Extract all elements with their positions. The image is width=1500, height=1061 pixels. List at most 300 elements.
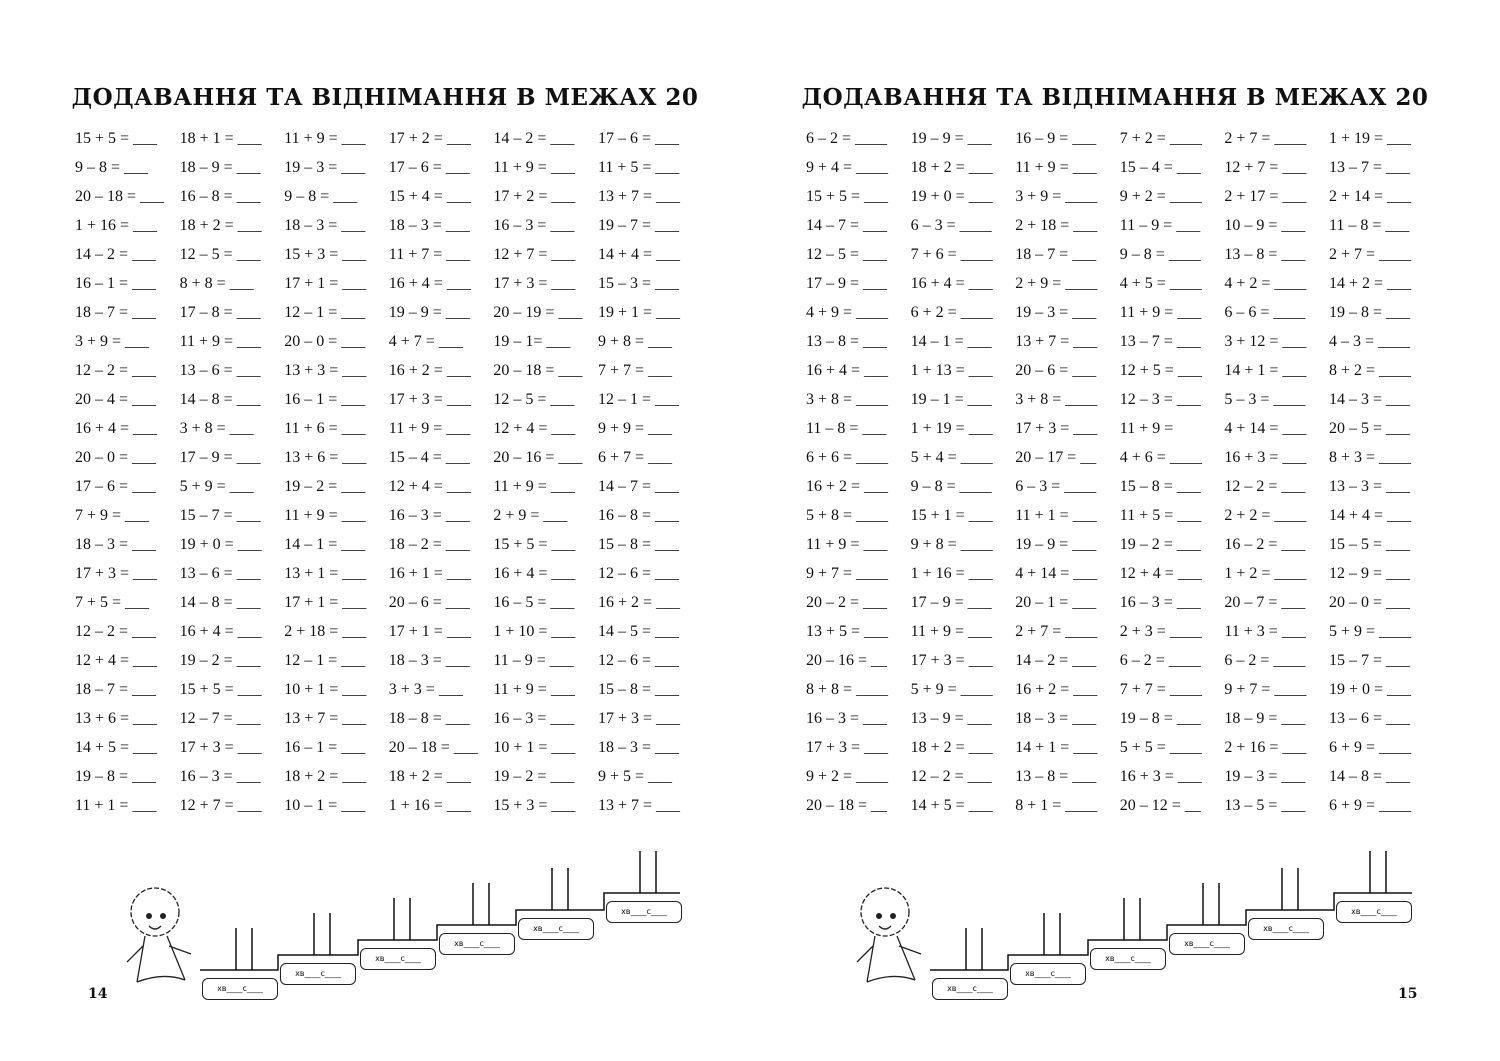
problem-row — [75, 704, 703, 733]
problem-row — [75, 124, 703, 153]
math-problem: 4 + 2 = ____ — [1224, 274, 1307, 292]
problem-row — [806, 124, 1434, 153]
math-problem: 1 + 19 = ___ — [910, 419, 993, 437]
time-answer-box[interactable]: хв____с____ — [518, 918, 594, 940]
time-answer-box[interactable]: хв____с____ — [1010, 963, 1086, 985]
math-problem: 15 – 8 = ___ — [1119, 477, 1201, 495]
math-problem: 9 + 8 = ___ — [597, 332, 673, 350]
stairs-illustration — [750, 850, 1500, 1010]
math-problem: 20 – 6 = ___ — [388, 593, 470, 611]
time-answer-box[interactable]: хв____с____ — [1090, 948, 1166, 970]
problem-row — [806, 298, 1434, 327]
math-problem: 16 + 4 = ___ — [75, 419, 158, 437]
math-problem: 17 + 3 = ___ — [910, 651, 993, 669]
math-problem: 16 – 3 = ___ — [493, 216, 575, 234]
math-problem: 16 – 3 = ___ — [806, 709, 888, 727]
math-problem: 18 + 2 = ___ — [179, 216, 262, 234]
math-problem: 17 + 3 = ___ — [806, 738, 889, 756]
math-problem: 17 + 3 = ___ — [179, 738, 262, 756]
math-problem: 6 + 6 = ____ — [806, 448, 889, 466]
math-problem: 5 – 3 = ____ — [1224, 390, 1306, 408]
math-problem: 17 – 9 = ___ — [806, 274, 888, 292]
math-problem: 18 + 2 = ___ — [388, 767, 471, 785]
math-problem: 2 + 18 = ___ — [284, 622, 367, 640]
math-problem: 6 + 7 = ___ — [597, 448, 673, 466]
problem-row — [75, 414, 703, 443]
problem-row — [806, 704, 1434, 733]
problem-row — [75, 240, 703, 269]
math-problem: 3 + 9 = ____ — [1015, 187, 1098, 205]
math-problem: 7 + 7 = ___ — [597, 361, 673, 379]
math-problem: 9 – 8 = ____ — [1119, 245, 1201, 263]
math-problem: 11 – 8 = ___ — [806, 419, 887, 437]
math-problem: 8 + 2 = ____ — [1328, 361, 1412, 379]
math-problem: 16 – 2 = ___ — [1224, 535, 1306, 553]
math-problem: 17 – 9 = ___ — [910, 593, 992, 611]
math-problem: 13 – 8 = ___ — [1015, 767, 1097, 785]
math-problem: 8 + 3 = ____ — [1328, 448, 1412, 466]
math-problem: 20 – 16 = ___ — [493, 448, 583, 466]
problem-row — [806, 356, 1434, 385]
math-problem: 8 + 8 = ____ — [806, 680, 889, 698]
time-answer-box[interactable]: хв____с____ — [1169, 933, 1245, 955]
math-problem: 12 – 6 = ___ — [597, 651, 679, 669]
math-problem: 14 – 5 = ___ — [597, 622, 679, 640]
math-problem: 1 + 19 = ___ — [1328, 129, 1412, 147]
math-problem: 11 + 9 = ___ — [388, 419, 471, 437]
math-problem: 12 – 5 = ___ — [493, 390, 575, 408]
math-problem: 2 + 7 = ____ — [1015, 622, 1098, 640]
time-answer-box[interactable]: хв____с____ — [932, 978, 1008, 1000]
math-problem: 18 – 3 = ___ — [597, 738, 679, 756]
math-problem: 13 + 1 = ___ — [284, 564, 367, 582]
problem-row — [806, 211, 1434, 240]
math-problem: 6 – 3 = ____ — [1015, 477, 1097, 495]
math-problem: 4 – 3 = ____ — [1328, 332, 1410, 350]
math-problem: 11 + 6 = ___ — [284, 419, 366, 437]
math-problem: 4 + 14 = ___ — [1015, 564, 1098, 582]
math-problem: 8 + 1 = ____ — [1015, 796, 1098, 814]
math-problem: 6 – 2 = ____ — [1119, 651, 1201, 669]
math-problem: 11 + 3 = ___ — [1224, 622, 1306, 640]
math-problem: 17 + 3 = ___ — [388, 390, 471, 408]
math-problem: 20 – 0 = ___ — [1328, 593, 1410, 611]
math-problem: 11 + 9 = ___ — [179, 332, 262, 350]
math-problem: 19 – 3 = ___ — [1224, 767, 1306, 785]
math-problem: 18 – 9 = ___ — [179, 158, 261, 176]
problem-row — [75, 559, 703, 588]
math-problem: 17 – 6 = ___ — [388, 158, 470, 176]
math-problem: 9 – 8 = ____ — [910, 477, 992, 495]
math-problem: 15 + 5 = ___ — [806, 187, 889, 205]
math-problem: 14 + 5 = ___ — [75, 738, 158, 756]
problem-row — [75, 617, 703, 646]
math-problem: 20 – 17 = __ — [1015, 448, 1097, 466]
math-problem: 19 – 1= ___ — [493, 332, 571, 350]
math-problem: 11 + 5 = ___ — [597, 158, 680, 176]
math-problem: 18 – 2 = ___ — [388, 535, 470, 553]
math-problem: 2 + 18 = ___ — [1015, 216, 1098, 234]
problem-row — [75, 530, 703, 559]
math-problem: 14 – 3 = ___ — [1328, 390, 1410, 408]
math-problem: 18 – 7 = ___ — [1015, 245, 1097, 263]
math-problem: 17 + 1 = ___ — [284, 274, 367, 292]
math-problem: 14 – 8 = ___ — [179, 390, 261, 408]
math-problem: 13 + 6 = ___ — [284, 448, 367, 466]
math-problem: 15 – 4 = ___ — [1119, 158, 1201, 176]
math-problem: 14 – 7 = ___ — [806, 216, 888, 234]
math-problem: 2 + 3 = ____ — [1119, 622, 1202, 640]
math-problem: 13 + 7 = ___ — [597, 187, 681, 205]
math-problem: 7 + 7 = ____ — [1119, 680, 1202, 698]
math-problem: 11 + 9 = ___ — [284, 129, 366, 147]
math-problem: 18 – 3 = ___ — [388, 216, 470, 234]
math-problem: 13 – 8 = ___ — [806, 332, 888, 350]
math-problem: 19 + 1 = ___ — [597, 303, 681, 321]
math-problem: 10 + 1 = ___ — [493, 738, 576, 756]
math-problem: 12 – 2 = ___ — [1224, 477, 1306, 495]
math-problem: 12 – 6 = ___ — [597, 564, 679, 582]
problem-row — [806, 501, 1434, 530]
time-answer-box[interactable]: хв____с____ — [1248, 918, 1324, 940]
math-problem: 11 – 8 = ___ — [1328, 216, 1410, 234]
problem-row — [75, 472, 703, 501]
math-problem: 12 – 1 = ___ — [597, 390, 679, 408]
math-problem: 5 + 8 = ____ — [806, 506, 889, 524]
math-problem: 12 + 7 = ___ — [179, 796, 262, 814]
math-problem: 11 + 9 = ___ — [284, 506, 366, 524]
math-problem: 11 + 9 = ___ — [493, 477, 575, 495]
math-problem: 16 + 3 = ___ — [1224, 448, 1307, 466]
math-problem: 11 + 9 = ___ — [910, 622, 993, 640]
math-problem: 10 – 1 = ___ — [284, 796, 366, 814]
math-problem: 9 + 8 = ____ — [910, 535, 993, 553]
math-problem: 7 + 6 = ____ — [910, 245, 993, 263]
math-problem: 10 + 1 = ___ — [284, 680, 367, 698]
math-problem: 20 – 18 = ___ — [388, 738, 478, 756]
page-number: 14 — [88, 986, 108, 1002]
math-problem: 3 + 3 = ___ — [388, 680, 463, 698]
stairs-drawing — [0, 850, 750, 1010]
math-problem: 2 + 17 = ___ — [1224, 187, 1307, 205]
math-problem: 6 – 3 = ____ — [910, 216, 992, 234]
math-problem: 9 + 2 = ____ — [806, 767, 889, 785]
math-problem: 15 + 3 = ___ — [493, 796, 576, 814]
math-problem: 7 + 5 = ___ — [75, 593, 150, 611]
math-problem: 13 – 8 = ___ — [1224, 245, 1306, 263]
math-problem: 13 – 3 = ___ — [1328, 477, 1410, 495]
math-problem: 20 – 1 = ___ — [1015, 593, 1097, 611]
math-problem: 11 + 1 = ___ — [1015, 506, 1097, 524]
problem-row — [75, 588, 703, 617]
math-problem: 14 + 4 = ___ — [597, 245, 681, 263]
math-problem: 11 + 9 = ___ — [493, 158, 575, 176]
math-problem: 12 – 7 = ___ — [179, 709, 261, 727]
time-answer-box[interactable]: хв____с____ — [439, 933, 515, 955]
math-problem: 16 + 4 = ___ — [388, 274, 471, 292]
right-page — [750, 0, 1500, 1061]
problem-row — [806, 530, 1434, 559]
math-problem: 13 – 6 = ___ — [179, 361, 261, 379]
math-problem: 2 + 16 = ___ — [1224, 738, 1307, 756]
problem-row — [75, 182, 703, 211]
math-problem: 20 – 7 = ___ — [1224, 593, 1306, 611]
math-problem: 19 – 2 = ___ — [179, 651, 261, 669]
math-problem: 12 – 2 = ___ — [75, 361, 157, 379]
math-problem: 16 – 3 = ___ — [1119, 593, 1201, 611]
math-problem: 13 – 6 = ___ — [1328, 709, 1410, 727]
problem-row — [75, 501, 703, 530]
math-problem: 13 + 5 = ___ — [806, 622, 889, 640]
math-problem: 3 + 12 = ___ — [1224, 332, 1307, 350]
problem-row — [806, 182, 1434, 211]
problem-row — [806, 414, 1434, 443]
math-problem: 11 + 9 = ___ — [806, 535, 888, 553]
math-problem: 11 + 5 = ___ — [1119, 506, 1202, 524]
stairs-illustration — [0, 850, 750, 1010]
math-problem: 16 + 4 = ___ — [179, 622, 262, 640]
math-problem: 1 + 16 = ___ — [388, 796, 471, 814]
math-problem: 12 + 4 = ___ — [493, 419, 576, 437]
math-problem: 16 – 3 = ___ — [388, 506, 470, 524]
math-problem: 4 + 14 = ___ — [1224, 419, 1307, 437]
math-problem: 9 – 8 = ___ — [284, 187, 358, 205]
math-problem: 17 – 9 = ___ — [179, 448, 261, 466]
math-problem: 19 – 2 = ___ — [493, 767, 575, 785]
math-problem: 20 – 18 = ___ — [75, 187, 165, 205]
math-problem: 15 – 3 = ___ — [597, 274, 679, 292]
math-problem: 6 – 6 = ____ — [1224, 303, 1306, 321]
math-problem: 2 + 2 = ____ — [1224, 506, 1307, 524]
math-problem: 6 – 2 = ____ — [806, 129, 888, 147]
math-problem: 19 – 9 = ___ — [910, 129, 992, 147]
math-problem: 15 + 5 = ___ — [179, 680, 262, 698]
math-problem: 16 – 8 = ___ — [597, 506, 679, 524]
math-problem: 15 – 5 = ___ — [1328, 535, 1410, 553]
math-problem: 12 + 7 = ___ — [493, 245, 576, 263]
math-problem: 13 – 5 = ___ — [1224, 796, 1306, 814]
math-problem: 16 + 2 = ___ — [806, 477, 889, 495]
math-problem: 17 + 2 = ___ — [388, 129, 471, 147]
math-problem: 15 + 5 = ___ — [493, 535, 576, 553]
problem-row — [806, 588, 1434, 617]
math-problem: 16 – 5 = ___ — [493, 593, 575, 611]
math-problem: 16 + 4 = ___ — [493, 564, 576, 582]
math-problem: 14 + 5 = ___ — [910, 796, 993, 814]
math-problem: 9 + 9 = ___ — [597, 419, 673, 437]
math-problem: 18 + 2 = ___ — [910, 158, 993, 176]
math-problem: 14 – 2 = ___ — [75, 245, 157, 263]
math-problem: 9 + 7 = ____ — [806, 564, 889, 582]
math-problem: 9 – 8 = ___ — [75, 158, 149, 176]
math-problem: 3 + 8 = ____ — [806, 390, 889, 408]
math-problem: 16 – 1 = ___ — [75, 274, 157, 292]
math-problem: 12 + 4 = ___ — [388, 477, 471, 495]
time-answer-box[interactable]: хв____с____ — [280, 963, 356, 985]
problem-row — [806, 733, 1434, 762]
problem-row — [75, 298, 703, 327]
math-problem: 19 – 2 = ___ — [1119, 535, 1201, 553]
math-problem: 15 – 8 = ___ — [597, 680, 679, 698]
math-problem: 2 + 9 = ___ — [493, 506, 568, 524]
math-problem: 7 + 2 = ____ — [1119, 129, 1202, 147]
math-problem: 13 – 7 = ___ — [1328, 158, 1410, 176]
mascot-icon — [857, 888, 921, 982]
math-problem: 14 – 7 = ___ — [597, 477, 679, 495]
math-problem: 13 – 9 = ___ — [910, 709, 992, 727]
math-problem: 2 + 9 = ____ — [1015, 274, 1098, 292]
math-problem: 19 – 3 = ___ — [1015, 303, 1097, 321]
problem-row — [75, 762, 703, 791]
math-problem: 14 – 8 = ___ — [1328, 767, 1410, 785]
page-number: 15 — [1398, 986, 1418, 1002]
problem-row — [806, 791, 1434, 820]
math-problem: 18 – 8 = ___ — [388, 709, 470, 727]
math-problem: 9 + 4 = ____ — [806, 158, 889, 176]
math-problem: 6 + 2 = ____ — [910, 303, 993, 321]
math-problem: 12 + 7 = ___ — [1224, 158, 1307, 176]
math-problem: 16 + 2 = ___ — [597, 593, 681, 611]
math-problem: 19 – 1 = ___ — [910, 390, 992, 408]
time-answer-box[interactable]: хв____с____ — [606, 901, 682, 923]
math-problem: 20 – 4 = ___ — [75, 390, 157, 408]
math-problem: 20 – 0 = ___ — [75, 448, 157, 466]
problem-row — [75, 327, 703, 356]
math-problem: 15 – 8 = ___ — [597, 535, 679, 553]
math-problem: 20 – 12 = __ — [1119, 796, 1201, 814]
problem-row — [75, 733, 703, 762]
math-problem: 19 – 8 = ___ — [1119, 709, 1201, 727]
math-problem: 16 – 3 = ___ — [179, 767, 261, 785]
math-problem: 17 + 3 = ___ — [597, 709, 681, 727]
math-problem: 11 + 9 = ___ — [1119, 303, 1202, 321]
math-problem: 18 – 3 = ___ — [284, 216, 366, 234]
time-answer-box[interactable]: хв____с____ — [1336, 901, 1412, 923]
math-problem: 20 – 16 = __ — [806, 651, 888, 669]
math-problem: 16 – 8 = ___ — [179, 187, 261, 205]
math-problem: 18 – 9 = ___ — [1224, 709, 1306, 727]
math-problem: 16 – 1 = ___ — [284, 738, 366, 756]
math-problem: 19 + 0 = ___ — [1328, 680, 1412, 698]
math-problem: 17 + 3 = ___ — [75, 564, 158, 582]
math-problem: 11 + 9 = — [1119, 419, 1174, 437]
math-problem: 5 + 5 = ____ — [1119, 738, 1202, 756]
math-problem: 20 – 2 = ___ — [806, 593, 888, 611]
math-problem: 16 + 1 = ___ — [388, 564, 471, 582]
math-problem: 11 + 9 = ___ — [493, 680, 575, 698]
problem-grid — [75, 124, 703, 820]
math-problem: 18 – 7 = ___ — [75, 680, 157, 698]
math-problem: 18 + 2 = ___ — [910, 738, 993, 756]
problem-grid — [806, 124, 1434, 820]
problem-row — [75, 153, 703, 182]
problem-row — [75, 269, 703, 298]
math-problem: 14 – 8 = ___ — [179, 593, 261, 611]
math-problem: 14 – 1 = ___ — [284, 535, 366, 553]
math-problem: 19 + 0 = ___ — [179, 535, 262, 553]
problem-row — [806, 617, 1434, 646]
math-problem: 4 + 9 = ____ — [806, 303, 889, 321]
math-problem: 15 + 4 = ___ — [388, 187, 471, 205]
math-problem: 12 – 3 = ___ — [1119, 390, 1201, 408]
problem-row — [75, 675, 703, 704]
math-problem: 20 – 18 = ___ — [493, 361, 583, 379]
math-problem: 20 – 18 = __ — [806, 796, 888, 814]
math-problem: 19 – 7 = ___ — [597, 216, 679, 234]
math-problem: 14 + 4 = ___ — [1328, 506, 1412, 524]
problem-row — [806, 153, 1434, 182]
math-problem: 16 + 4 = ___ — [806, 361, 889, 379]
math-problem: 13 + 7 = ___ — [597, 796, 681, 814]
math-problem: 5 + 9 = ___ — [179, 477, 254, 495]
math-problem: 2 + 14 = ___ — [1328, 187, 1412, 205]
math-problem: 14 + 1 = ___ — [1224, 361, 1307, 379]
math-problem: 16 + 4 = ___ — [910, 274, 993, 292]
math-problem: 12 + 4 = ___ — [1119, 564, 1202, 582]
math-problem: 6 – 2 = ____ — [1224, 651, 1306, 669]
problem-row — [806, 269, 1434, 298]
problem-row — [75, 646, 703, 675]
stairs-drawing — [750, 850, 1500, 1010]
math-problem: 12 – 5 = ___ — [179, 245, 261, 263]
math-problem: 17 – 8 = ___ — [179, 303, 261, 321]
math-problem: 12 – 1 = ___ — [284, 303, 366, 321]
math-problem: 17 + 1 = ___ — [284, 593, 367, 611]
problem-row — [75, 791, 703, 820]
time-answer-box[interactable]: хв____с____ — [202, 978, 278, 1000]
problem-row — [806, 675, 1434, 704]
math-problem: 20 – 5 = ___ — [1328, 419, 1410, 437]
problem-row — [75, 443, 703, 472]
math-problem: 18 + 1 = ___ — [179, 129, 262, 147]
math-problem: 17 + 1 = ___ — [388, 622, 471, 640]
math-problem: 12 – 9 = ___ — [1328, 564, 1410, 582]
math-problem: 3 + 8 = ____ — [1015, 390, 1098, 408]
math-problem: 16 – 9 = ___ — [1015, 129, 1097, 147]
math-problem: 14 – 2 = ___ — [493, 129, 575, 147]
math-problem: 17 + 3 = ___ — [493, 274, 576, 292]
math-problem: 15 – 7 = ___ — [179, 506, 261, 524]
math-problem: 20 – 19 = ___ — [493, 303, 583, 321]
math-problem: 18 – 3 = ___ — [388, 651, 470, 669]
math-problem: 16 + 2 = ___ — [388, 361, 471, 379]
math-problem: 14 – 1 = ___ — [910, 332, 992, 350]
problem-row — [806, 559, 1434, 588]
math-problem: 12 + 4 = ___ — [75, 651, 158, 669]
math-problem: 13 + 3 = ___ — [284, 361, 367, 379]
math-problem: 12 – 2 = ___ — [75, 622, 157, 640]
math-problem: 8 + 8 = ___ — [179, 274, 254, 292]
math-problem: 12 – 1 = ___ — [284, 651, 366, 669]
math-problem: 1 + 2 = ____ — [1224, 564, 1307, 582]
math-problem: 16 + 3 = ___ — [1119, 767, 1202, 785]
math-problem: 18 – 3 = ___ — [1015, 709, 1097, 727]
math-problem: 5 + 9 = ____ — [1328, 622, 1412, 640]
math-problem: 17 – 6 = ___ — [75, 477, 157, 495]
math-problem: 14 + 2 = ___ — [1328, 274, 1412, 292]
math-problem: 14 + 1 = ___ — [1015, 738, 1098, 756]
math-problem: 9 + 5 = ___ — [597, 767, 673, 785]
math-problem: 13 – 7 = ___ — [1119, 332, 1201, 350]
math-problem: 15 + 5 = ___ — [75, 129, 158, 147]
math-problem: 1 + 16 = ___ — [75, 216, 158, 234]
mascot-icon — [127, 888, 191, 982]
math-problem: 19 – 9 = ___ — [1015, 535, 1097, 553]
math-problem: 15 + 3 = ___ — [284, 245, 367, 263]
time-answer-box[interactable]: хв____с____ — [360, 948, 436, 970]
math-problem: 16 + 2 = ___ — [1015, 680, 1098, 698]
math-problem: 1 + 16 = ___ — [910, 564, 993, 582]
